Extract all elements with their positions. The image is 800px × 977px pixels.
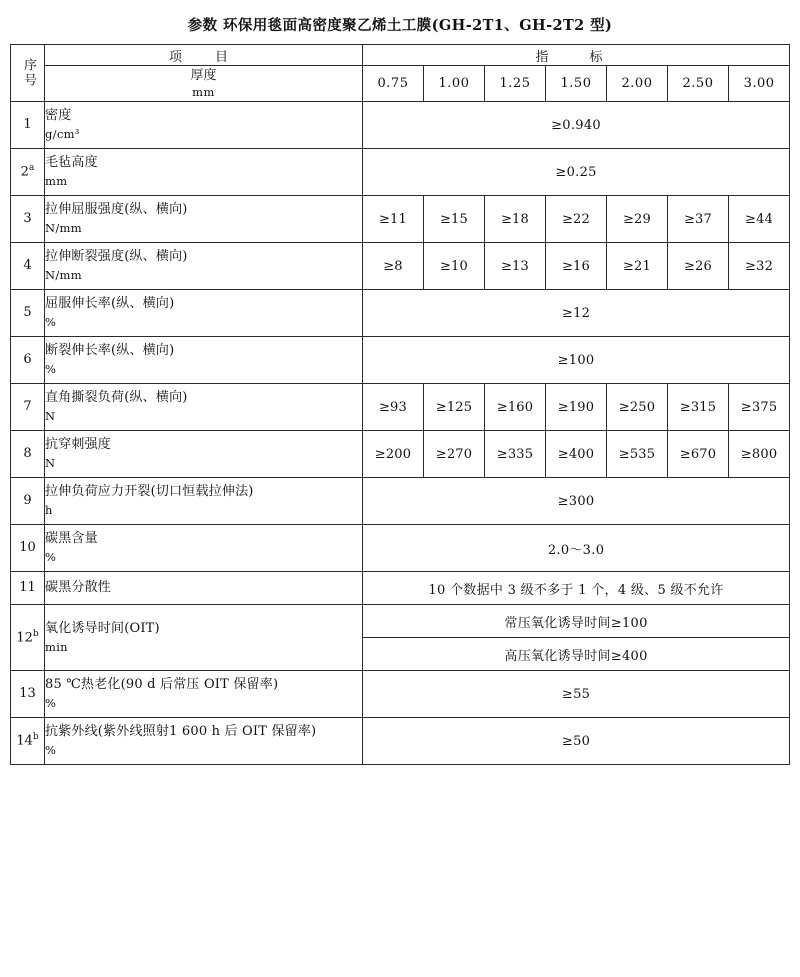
header-thickness-label: 厚度 bbox=[190, 68, 217, 83]
table-row bbox=[11, 384, 790, 431]
row-value-merged: ≥300 bbox=[363, 478, 790, 525]
row-value: ≥200 bbox=[363, 431, 424, 478]
row-value-merged: ≥100 bbox=[363, 337, 790, 384]
row-item-unit: % bbox=[45, 696, 57, 711]
row-item bbox=[45, 671, 363, 718]
row-value: ≥37 bbox=[668, 196, 729, 243]
header-thickness-1.50: 1.50 bbox=[546, 66, 607, 102]
row-seq: 11 bbox=[11, 572, 45, 605]
row-item-name: 拉伸断裂强度(纵、横向) bbox=[45, 249, 188, 265]
table-row bbox=[11, 605, 790, 638]
row-value: ≥16 bbox=[546, 243, 607, 290]
row-seq: 13 bbox=[11, 671, 45, 718]
row-value-merged: 常压氧化诱导时间≥100 bbox=[363, 605, 790, 638]
row-value: ≥315 bbox=[668, 384, 729, 431]
row-item-unit: g/cm³ bbox=[45, 127, 80, 142]
row-value-merged: ≥50 bbox=[363, 718, 790, 765]
row-seq: 10 bbox=[11, 525, 45, 572]
row-value: ≥335 bbox=[485, 431, 546, 478]
header-thickness-2.00: 2.00 bbox=[607, 66, 668, 102]
row-seq-footnote: a bbox=[28, 163, 35, 174]
table-row bbox=[11, 671, 790, 718]
row-value: ≥26 bbox=[668, 243, 729, 290]
row-value: ≥10 bbox=[424, 243, 485, 290]
row-value: ≥800 bbox=[729, 431, 790, 478]
row-item bbox=[45, 384, 363, 431]
header-item-label: 项 目 bbox=[45, 45, 363, 66]
row-value: ≥535 bbox=[607, 431, 668, 478]
row-value: ≥125 bbox=[424, 384, 485, 431]
table-row bbox=[11, 243, 790, 290]
row-seq: 6 bbox=[11, 337, 45, 384]
row-value: ≥29 bbox=[607, 196, 668, 243]
row-seq bbox=[11, 718, 45, 765]
row-value: ≥670 bbox=[668, 431, 729, 478]
row-value-merged: ≥0.940 bbox=[363, 102, 790, 149]
row-seq-footnote: b bbox=[32, 732, 39, 743]
row-value: ≥250 bbox=[607, 384, 668, 431]
row-item-name: 屈服伸长率(纵、横向) bbox=[45, 296, 175, 312]
header-seq-label: 序号 bbox=[11, 45, 45, 102]
row-value-merged: 2.0～3.0 bbox=[363, 525, 790, 572]
row-item-unit: min bbox=[45, 639, 68, 654]
row-seq-number: 12 bbox=[16, 630, 33, 646]
row-value: ≥22 bbox=[546, 196, 607, 243]
header-thickness-1.25: 1.25 bbox=[485, 66, 546, 102]
row-seq: 9 bbox=[11, 478, 45, 525]
row-seq-footnote: b bbox=[32, 628, 39, 639]
row-value: ≥11 bbox=[363, 196, 424, 243]
table-row bbox=[11, 196, 790, 243]
row-item-name: 氧化诱导时间(OIT) bbox=[45, 620, 160, 636]
table-row bbox=[11, 337, 790, 384]
row-item bbox=[45, 572, 363, 605]
row-seq bbox=[11, 605, 45, 671]
table-header-row-1 bbox=[11, 45, 790, 66]
row-value: ≥190 bbox=[546, 384, 607, 431]
table-row bbox=[11, 525, 790, 572]
row-value: ≥270 bbox=[424, 431, 485, 478]
table-row bbox=[11, 149, 790, 196]
row-item-unit: h bbox=[45, 503, 53, 518]
row-seq bbox=[11, 149, 45, 196]
row-seq: 1 bbox=[11, 102, 45, 149]
row-item bbox=[45, 290, 363, 337]
row-item bbox=[45, 431, 363, 478]
row-value: ≥32 bbox=[729, 243, 790, 290]
row-item bbox=[45, 149, 363, 196]
header-thickness-1.00: 1.00 bbox=[424, 66, 485, 102]
row-seq: 8 bbox=[11, 431, 45, 478]
row-item bbox=[45, 718, 363, 765]
row-item-name: 毛毡高度 bbox=[45, 155, 98, 171]
row-value: ≥400 bbox=[546, 431, 607, 478]
row-item-name: 密度 bbox=[45, 108, 72, 124]
row-item-name: 直角撕裂负荷(纵、横向) bbox=[45, 390, 188, 406]
row-seq: 3 bbox=[11, 196, 45, 243]
row-item-name: 抗紫外线(紫外线照射1 600 h 后 OIT 保留率) bbox=[45, 724, 317, 740]
row-seq-number: 2 bbox=[20, 164, 29, 180]
row-item-unit: N bbox=[45, 456, 56, 471]
row-item-unit: % bbox=[45, 743, 57, 758]
row-item-unit: N bbox=[45, 409, 56, 424]
row-item-unit: mm bbox=[45, 174, 68, 189]
header-thickness-2.50: 2.50 bbox=[668, 66, 729, 102]
row-value-merged: ≥12 bbox=[363, 290, 790, 337]
row-seq: 5 bbox=[11, 290, 45, 337]
row-item bbox=[45, 525, 363, 572]
row-item-name: 拉伸负荷应力开裂(切口恒载拉伸法) bbox=[45, 484, 254, 500]
row-item-unit: % bbox=[45, 550, 57, 565]
header-thickness-unit: mm bbox=[192, 84, 215, 99]
row-value: ≥15 bbox=[424, 196, 485, 243]
specification-table bbox=[10, 44, 790, 765]
row-item-unit: N/mm bbox=[45, 268, 82, 283]
row-item bbox=[45, 605, 363, 671]
row-item-unit: % bbox=[45, 315, 57, 330]
row-seq-number: 14 bbox=[16, 733, 33, 749]
row-seq: 7 bbox=[11, 384, 45, 431]
row-value: ≥160 bbox=[485, 384, 546, 431]
row-item-name: 碳黑含量 bbox=[45, 531, 98, 547]
row-value: ≥18 bbox=[485, 196, 546, 243]
header-index-label: 指 标 bbox=[363, 45, 790, 66]
table-caption: 参数 环保用毯面高密度聚乙烯土工膜(GH-2T1、GH-2T2 型) bbox=[187, 17, 613, 34]
row-value: ≥44 bbox=[729, 196, 790, 243]
header-thickness-3.00: 3.00 bbox=[729, 66, 790, 102]
row-item-unit: N/mm bbox=[45, 221, 82, 236]
table-row bbox=[11, 431, 790, 478]
row-item-name: 85 ℃热老化(90 d 后常压 OIT 保留率) bbox=[45, 677, 279, 693]
row-value-merged: 10 个数据中 3 级不多于 1 个，4 级、5 级不允许 bbox=[363, 572, 790, 605]
row-value-merged: ≥55 bbox=[363, 671, 790, 718]
table-row bbox=[11, 478, 790, 525]
header-thickness bbox=[45, 66, 363, 102]
row-item bbox=[45, 337, 363, 384]
row-item-name: 断裂伸长率(纵、横向) bbox=[45, 343, 175, 359]
row-item bbox=[45, 478, 363, 525]
row-item-unit: % bbox=[45, 362, 57, 377]
row-item bbox=[45, 243, 363, 290]
row-seq: 4 bbox=[11, 243, 45, 290]
row-value: ≥13 bbox=[485, 243, 546, 290]
row-item bbox=[45, 102, 363, 149]
row-value: ≥375 bbox=[729, 384, 790, 431]
row-item bbox=[45, 196, 363, 243]
table-row bbox=[11, 572, 790, 605]
row-item-name: 拉伸屈服强度(纵、横向) bbox=[45, 202, 188, 218]
table-row bbox=[11, 290, 790, 337]
row-value: ≥8 bbox=[363, 243, 424, 290]
row-item-name: 碳黑分散性 bbox=[45, 579, 112, 595]
table-header-row-2 bbox=[11, 66, 790, 102]
row-value-merged-second: 高压氧化诱导时间≥400 bbox=[363, 638, 790, 671]
row-value: ≥21 bbox=[607, 243, 668, 290]
row-value-merged: ≥0.25 bbox=[363, 149, 790, 196]
table-row bbox=[11, 718, 790, 765]
table-row bbox=[11, 102, 790, 149]
row-item-name: 抗穿刺强度 bbox=[45, 437, 112, 453]
row-value: ≥93 bbox=[363, 384, 424, 431]
header-thickness-0.75: 0.75 bbox=[363, 66, 424, 102]
